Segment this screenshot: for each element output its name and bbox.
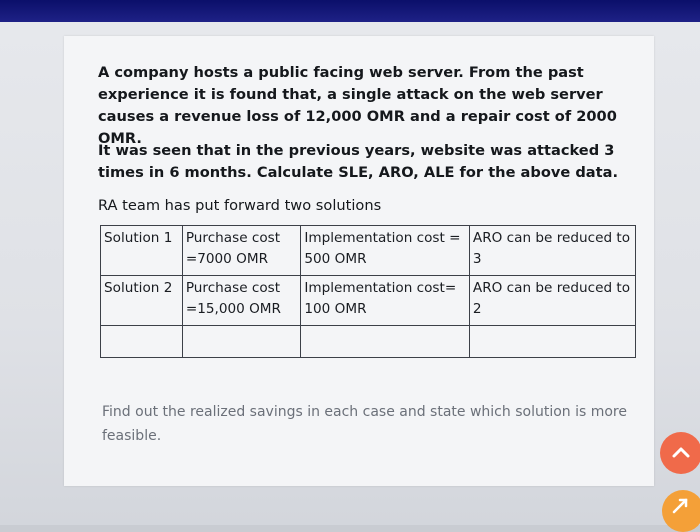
- empty-cell: [469, 326, 635, 358]
- question-paragraph-3: RA team has put forward two solutions: [98, 197, 382, 214]
- empty-cell: [182, 326, 301, 358]
- expand-button[interactable]: [662, 490, 700, 532]
- implementation-cost-cell: Implementation cost= 100 OMR: [301, 276, 470, 326]
- chevron-up-icon: [670, 442, 692, 464]
- solution-name-cell: Solution 1: [101, 226, 183, 276]
- implementation-cost-cell: Implementation cost = 500 OMR: [301, 226, 470, 276]
- instruction-text: Find out the realized savings in each case and state which solution is more feasible.: [102, 404, 627, 444]
- aro-cell: ARO can be reduced to 2: [469, 276, 635, 326]
- screen-bezel: [0, 0, 700, 22]
- solutions-table: [100, 225, 636, 358]
- empty-cell: [301, 326, 470, 358]
- table-row-empty: [101, 326, 636, 358]
- scroll-up-button[interactable]: [660, 432, 700, 474]
- solution-name-cell: Solution 2: [101, 276, 183, 326]
- question-paragraph-1: A company hosts a public facing web server. From the past experience it is found that, a single attack on the web server causes a revenue loss of 12,000 OMR and a repair cost of 2000 OMR.: [98, 64, 617, 147]
- purchase-cost-cell: Purchase cost =15,000 OMR: [182, 276, 301, 326]
- table-row: [101, 276, 636, 326]
- expand-arrows-icon: [668, 494, 694, 520]
- purchase-cost-cell: Purchase cost =7000 OMR: [182, 226, 301, 276]
- empty-cell: [101, 326, 183, 358]
- aro-cell: ARO can be reduced to 3: [469, 226, 635, 276]
- table-row: [101, 226, 636, 276]
- question-paragraph-2: It was seen that in the previous years, website was attacked 3 times in 6 months. Calculate SLE, ARO, ALE for the above data.: [98, 142, 619, 181]
